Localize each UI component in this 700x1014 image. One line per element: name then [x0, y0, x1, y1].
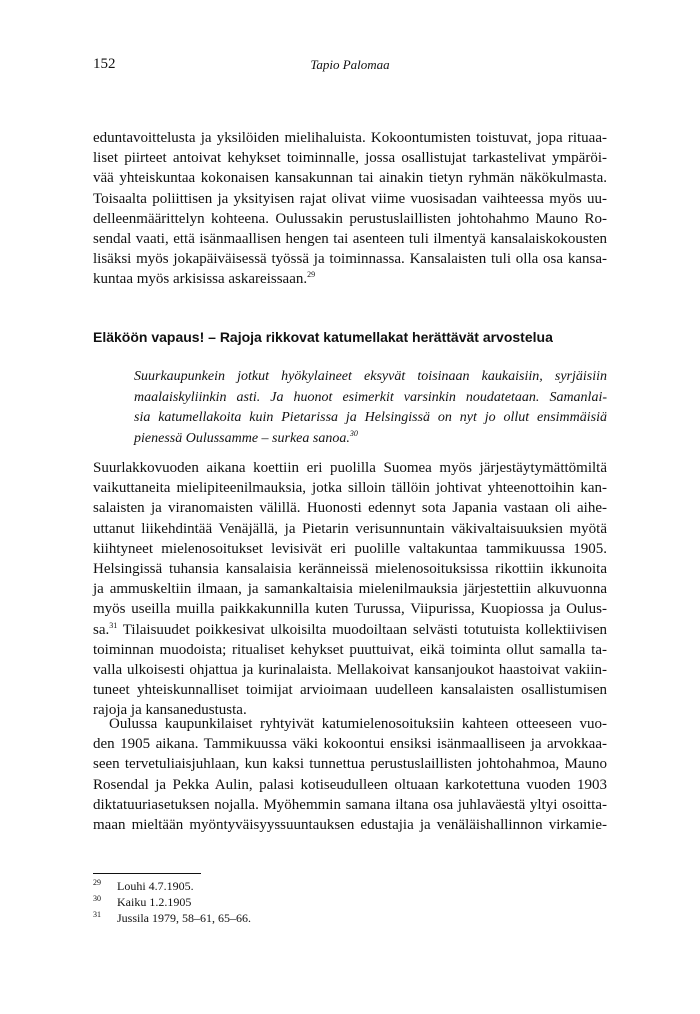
text-line: lisäksi myös jokapäiväisessä työssä ja toiminnassa. Kansalaisten tuli olla osa kansa- — [93, 251, 607, 268]
footnote-text: Louhi 4.7.1905. — [117, 879, 194, 893]
footnote-number: 29 — [93, 878, 101, 887]
text-line — [93, 620, 607, 640]
text-line: rajoja ja kansanedustusta. — [93, 702, 247, 719]
text-segment: pienessä Oulussamme – surkea sanoa. — [134, 430, 350, 446]
footnote-number: 30 — [93, 894, 101, 903]
quote-line: Suurkaupunkein jotkut hyökylaineet eksyvät toisinaan kaukaisiin, syrjäisiin — [134, 369, 607, 384]
text-line: Oulussa kaupunkilaiset ryhtyivät katumielenosoituksiin kahteen otteeseen vuo- — [109, 716, 607, 732]
text-line: seen tervetuliaisjuhlaan, kun kaksi tunnettua perustuslaillisten johtohahmoa, Mauno — [93, 756, 607, 773]
text-line: den 1905 aikana. Tammikuussa väki kokoontui ensiksi isänmaalliseen ja arvokkaa- — [93, 736, 607, 753]
text-line: uttanut liikehdintää Venäjällä, ja Pietarin verisunnuntain väkivaltaisuuksien myötä — [93, 520, 607, 537]
quote-line: sia katumellakoita kuin Pietarissa ja Helsingissä on nyt jo ollut ensimmäisiä — [134, 410, 607, 425]
text-line: vää yhteiskuntaa kokonaisen kansakunnan tai ainakin tietyn ryhmän näkökulmasta. — [93, 170, 607, 187]
text-line: Toisaalta poliittisen ja yksityisen rajat olivat viime vuosisadan vaihteessa myös uu- — [93, 190, 607, 207]
footnotes — [93, 878, 251, 926]
text-line: kiihtyneet mielenosoitukset levisivät eri puolille valtakuntaa tammikuussa 1905. — [93, 540, 607, 557]
text-line: toiminnan muodoista; ritualiset kehykset puuttuivat, eikä toiminta ollut samalla ta- — [93, 641, 607, 658]
footnote-number: 31 — [93, 910, 101, 919]
quote-line — [134, 429, 607, 450]
text-line: vaikuttaneita mielipiteenilmauksia, jotka silloin tällöin johtivat yhteenottoihin kan- — [93, 480, 607, 497]
text-line: valla ulkoisesti ohjattua ja kurinalaista. Mellakoivat kansanjoukot haastoivat vakiin- — [93, 662, 607, 679]
footnote-item — [93, 910, 251, 926]
footnote-reference[interactable]: 30 — [349, 428, 358, 438]
text-line: myös useilla muilla paikkakunnilla kuten Turussa, Viipurissa, Kuopiossa ja Oulus- — [93, 601, 607, 618]
text-segment: kuntaa myös arkisissa askareissaan. — [93, 271, 308, 288]
text-line: sendal vaati, että isänmaallisen hengen tai asenteen tuli ilmentyä kansalaiskokousten — [93, 231, 607, 248]
body-paragraph-2 — [93, 458, 607, 721]
body-paragraph-3 — [93, 714, 607, 835]
text-line: ja ammuskeltiin ilmaan, ja samankaltaisia mielenilmauksia järjestettiin alkuvuonna — [93, 581, 607, 598]
text-line: Suurlakkovuoden aikana koettiin eri puolilla Suomea myös järjestäytymättömiltä — [93, 460, 607, 476]
footnote-text: Jussila 1979, 58–61, 65–66. — [117, 911, 252, 925]
text-line: maan mieltään myöntyväisyyssuuntauksen edustajia ja venäläishallinnon virkamie- — [93, 817, 607, 834]
page-number: 152 — [93, 56, 116, 72]
epigraph-quote — [134, 367, 607, 449]
text-line: salaisten ja viranomaisten välillä. Huonosti edennyt sota Japania vastaan oli aihe- — [93, 500, 607, 517]
text-line: eduntavoittelusta ja yksilöiden mielihaluista. Kokoontumisten toistuvat, jopa rituaa- — [93, 130, 607, 146]
footnote-reference[interactable]: 29 — [307, 270, 316, 280]
footnote-reference[interactable]: 31 — [109, 620, 118, 630]
text-segment: sa. — [93, 621, 110, 638]
text-line — [93, 269, 607, 289]
running-head: Tapio Palomaa — [310, 57, 390, 72]
quote-line: maalaiskyliinkin asti. Ja huonot esimerkit varsinkin noudatetaan. Samanlai- — [134, 389, 607, 405]
text-line: Helsingissä tuhansia kansalaisia keränneissä mielenosoituksissa rikottiin ikkunoita — [93, 561, 607, 578]
text-line: liset piirteet antoivat kehykset toiminnalle, jossa osallistujat tarkastelivat ympäröi- — [93, 150, 607, 167]
text-line: tuneet yhteiskunnalliset toimijat arvioimaan uudelleen kansalaisten osallistumisen — [93, 682, 607, 699]
text-line: Rosendal ja Pekka Aulin, palasi kotiseudulleen oltuaan karkotettuna vuoden 1903 — [93, 776, 607, 793]
section-heading: Eläköön vapaus! – Rajoja rikkovat katumellakat herättävät arvostelua — [93, 329, 553, 345]
footnote-divider — [93, 873, 201, 874]
body-paragraph-1 — [93, 128, 607, 290]
text-line: diktatuuriasetuksen nojalla. Myöhemmin samana iltana osa juhlaväestä yltyi osoitta- — [93, 796, 607, 813]
text-segment: Tilaisuudet poikkesivat ulkoisilta muodoiltaan selvästi totutuista kollektiivisen — [117, 621, 607, 638]
footnote-text: Kaiku 1.2.1905 — [117, 895, 192, 909]
text-line: delleenmäärittelyn kohteena. Oulussakin perustuslaillisten johtohahmo Mauno Ro- — [93, 210, 607, 227]
